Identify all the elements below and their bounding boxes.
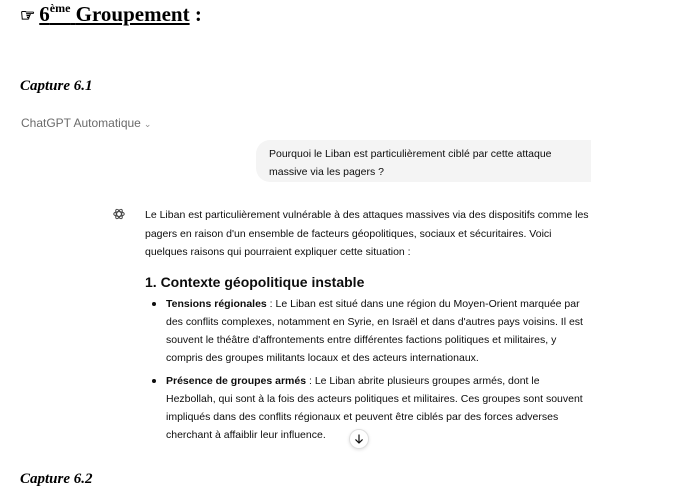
chatgpt-logo-icon	[112, 207, 126, 221]
pointing-hand-icon: ☞	[20, 6, 36, 25]
list-item	[145, 372, 592, 444]
section-heading: ☞ 6ème Groupement :	[20, 1, 202, 26]
bullet-title: Présence de groupes armés	[166, 374, 307, 387]
list-item	[145, 295, 592, 367]
bullet-text: : Le Liban est situé dans une région du Moyen-Orient marquée par des conflits complexes, notamment en Syrie, en Israël et dans d'autres pays voisins. Il est souvent le théâtre d'affrontements entre différentes factions politiques et militaires, y compris des groupes militants locaux et des acteurs internationaux.	[166, 297, 583, 364]
user-message-bubble	[256, 140, 591, 182]
model-selector-label: ChatGPT Automatique	[21, 116, 141, 130]
section-title: 1. Contexte géopolitique instable	[145, 273, 365, 290]
model-selector[interactable]	[21, 116, 151, 130]
capture-label-2: Capture 6.2	[20, 471, 93, 487]
bullet-list	[145, 295, 592, 444]
user-message-text: Pourquoi le Liban est particulièrement ciblé par cette attaque massive via les pagers ?	[269, 148, 552, 178]
assistant-message	[145, 206, 592, 446]
assistant-intro: Le Liban est particulièrement vulnérable à des attaques massives via des dispositifs comme les pagers en raison d'un ensemble de facteurs géopolitiques, sociaux et sécuritaires. Voici quelques raisons qui pourraient expliquer cette situation :	[145, 209, 589, 258]
bullet-title: Tensions régionales	[166, 297, 267, 310]
bullet-text: : Le Liban abrite plusieurs groupes armés, dont le Hezbollah, qui sont à la fois des acteurs politiques et militaires. Ces groupes sont souvent impliqués dans des conflits régionaux et peuvent être ciblés par des forces adverses cherchant à affaiblir leur influence.	[166, 374, 583, 441]
chevron-down-icon: ⌄	[143, 119, 152, 129]
scroll-to-bottom-button[interactable]	[349, 429, 369, 449]
capture-label-1: Capture 6.1	[20, 78, 93, 94]
arrow-down-icon	[354, 434, 364, 444]
heading-title: 6ème Groupement	[39, 1, 190, 26]
